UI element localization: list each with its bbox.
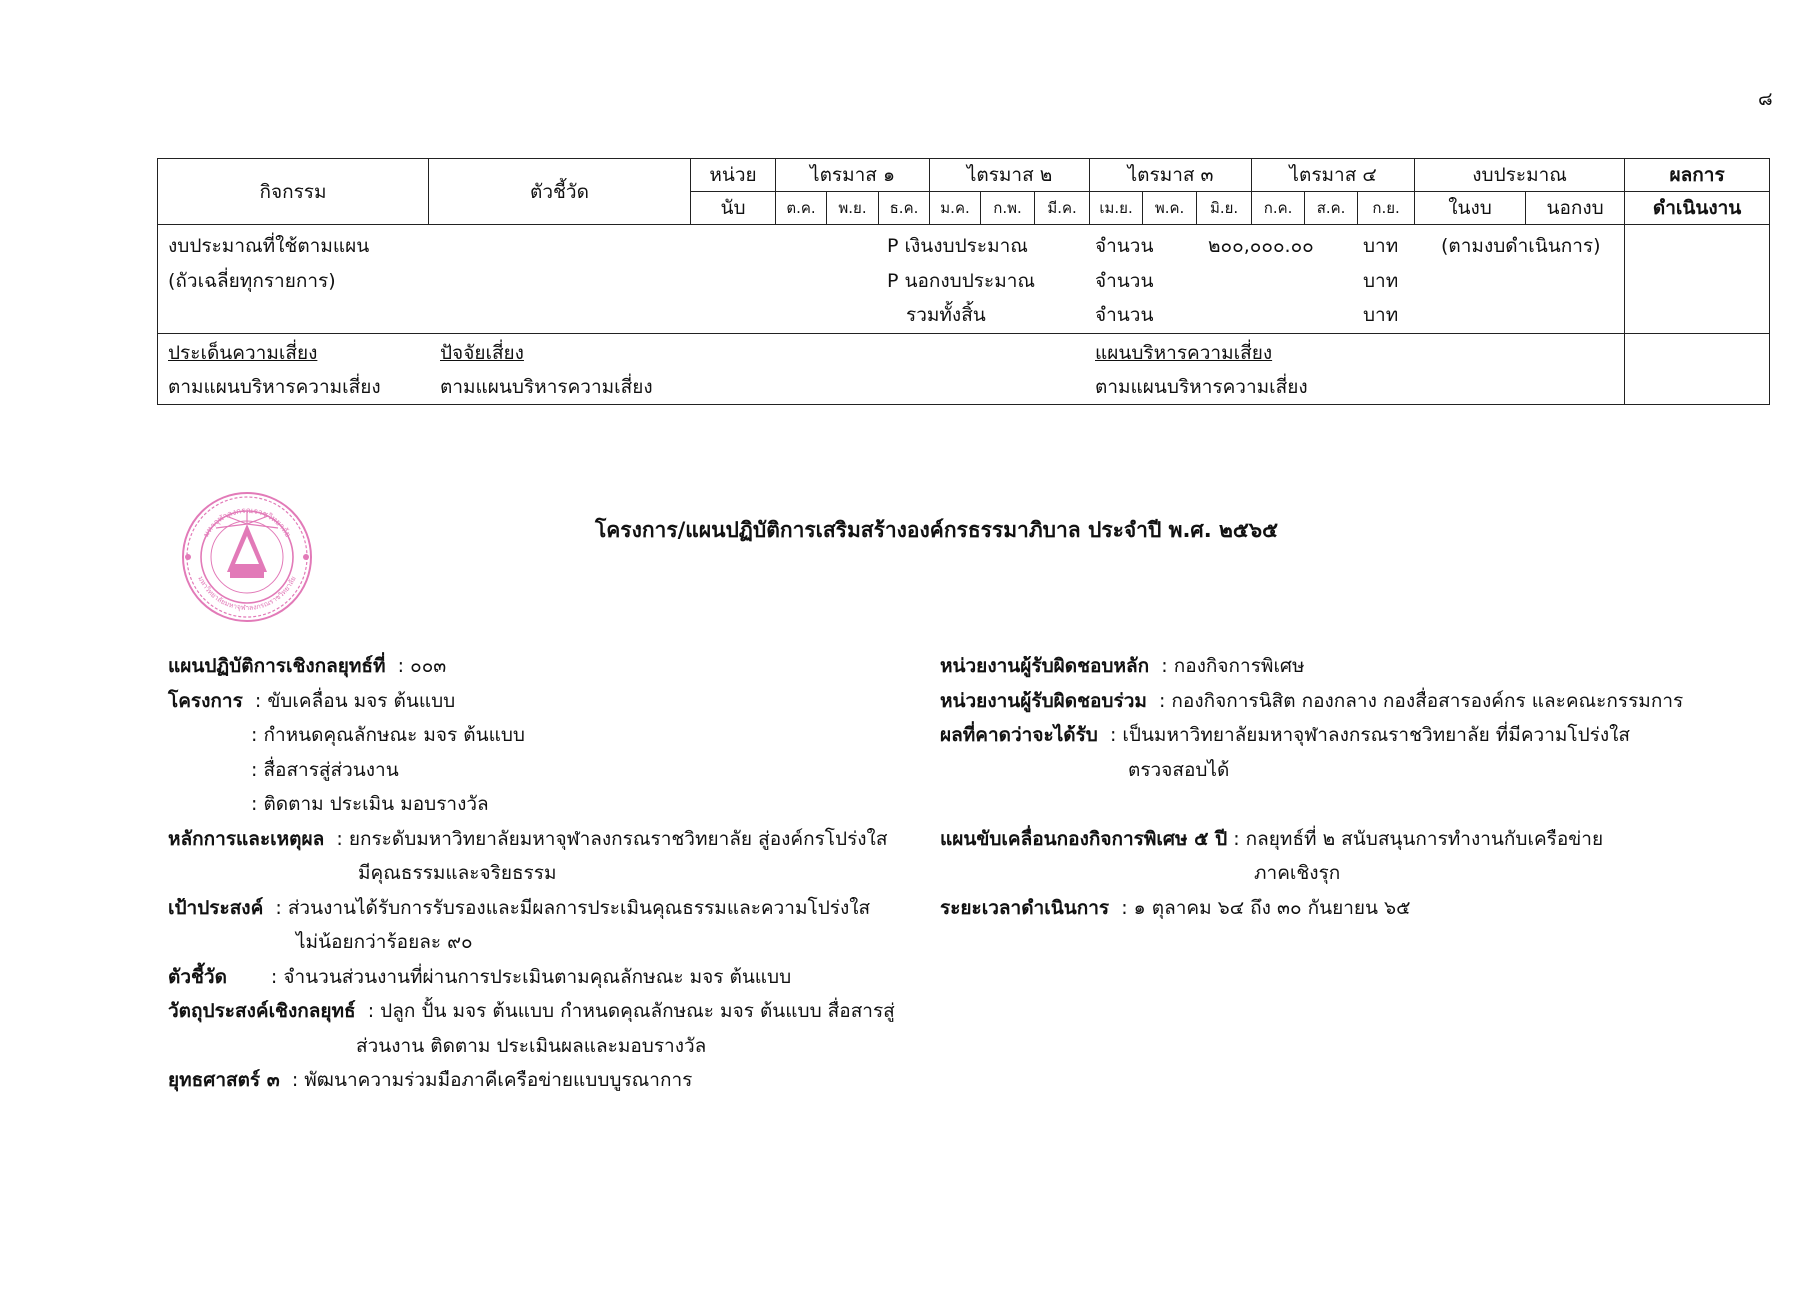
- left-info-column: [168, 649, 895, 1098]
- budget-result-cell: [1625, 225, 1770, 334]
- project-item: : ขับเคลื่อน มจร ต้นแบบ: [254, 689, 456, 712]
- header-month: มิ.ย.: [1197, 192, 1252, 225]
- currency-label: บาท: [1363, 304, 1399, 326]
- strategic-objective-text: : ปลูก ปั้น มจร ต้นแบบ กำหนดคุณลักษณะ มจร ต้นแบบ สื่อสารสู่: [367, 1000, 895, 1022]
- main-unit-value: : กองกิจการพิเศษ: [1161, 655, 1305, 677]
- header-month: ก.ย.: [1358, 192, 1415, 225]
- indicator-value: : จำนวนส่วนงานที่ผ่านการประเมินตามคุณลักษณะ มจร ต้นแบบ: [270, 965, 792, 988]
- period-label: ระยะเวลาดำเนินการ: [940, 896, 1110, 919]
- budget-label-line2: (ถัวเฉลี่ยทุกรายการ): [168, 270, 336, 292]
- header-month: พ.ย.: [827, 192, 879, 225]
- header-budget: งบประมาณ: [1415, 159, 1625, 192]
- drive-plan-text: ภาคเชิงรุก: [1254, 862, 1341, 884]
- plan-label: แผนปฏิบัติการเชิงกลยุทธ์ที่: [168, 655, 386, 677]
- risk-factor-heading: ปัจจัยเสี่ยง: [440, 342, 524, 364]
- strategic-objective-text: ส่วนงาน ติดตาม ประเมินผลและมอบรางวัล: [356, 1034, 707, 1057]
- rationale-text: : ยกระดับมหาวิทยาลัยมหาจุฬาลงกรณราชวิทยาลัย สู่องค์กรโปร่งใส: [336, 827, 888, 850]
- header-month: ธ.ค.: [879, 192, 930, 225]
- header-month: ต.ค.: [776, 192, 827, 225]
- amount-label: จำนวน: [1095, 235, 1154, 257]
- risk-issue-heading: ประเด็นความเสี่ยง: [168, 342, 318, 364]
- risk-row: [158, 334, 1770, 405]
- budget-note: (ตามงบดำเนินการ): [1441, 235, 1601, 257]
- header-indicator: ตัวชี้วัด: [429, 159, 691, 225]
- co-unit-value: : กองกิจการนิสิต กองกลาง กองสื่อสารองค์กร และคณะกรรมการ: [1158, 689, 1684, 712]
- header-in-budget: ในงบ: [1415, 192, 1526, 225]
- expected-result-text: : เป็นมหาวิทยาลัยมหาจุฬาลงกรณราชวิทยาลัย ที่มีความโปร่งใส: [1109, 724, 1631, 746]
- project-item: : ติดตาม ประเมิน มอบรางวัล: [251, 793, 489, 815]
- co-unit-label: หน่วยงานผู้รับผิดชอบร่วม: [940, 689, 1147, 712]
- document-title: โครงการ/แผนปฏิบัติการเสริมสร้างองค์กรธรรมาภิบาล ประจำปี พ.ศ. ๒๕๖๕: [594, 518, 1279, 542]
- project-item: : กำหนดคุณลักษณะ มจร ต้นแบบ: [251, 724, 525, 746]
- strategy-value: : พัฒนาความร่วมมือภาคีเครือข่ายแบบบูรณาการ: [291, 1069, 693, 1091]
- seal-bottom-text: มหาวิทยาลัยมหาจุฬาลงกรณราชวิทยาลัย: [196, 575, 298, 613]
- budget-label-line1: งบประมาณที่ใช้ตามแผน: [168, 235, 370, 257]
- header-quarter-4: ไตรมาส ๔: [1252, 159, 1415, 192]
- budget-item-total: รวมทั้งสิ้น: [906, 304, 986, 326]
- header-month: เม.ย.: [1090, 192, 1143, 225]
- plan-table: [157, 158, 1770, 405]
- indicator-label: ตัวชี้วัด: [168, 965, 227, 988]
- objective-text: ไม่น้อยกว่าร้อยละ ๙๐: [296, 931, 473, 953]
- budget-item-gov: P เงินงบประมาณ: [887, 235, 1028, 257]
- header-quarter-3: ไตรมาส ๓: [1090, 159, 1252, 192]
- strategy-label: ยุทธศาสตร์ ๓: [168, 1069, 280, 1091]
- header-month: ส.ค.: [1305, 192, 1358, 225]
- budget-row: [158, 225, 1770, 334]
- expected-result-label: ผลที่คาดว่าจะได้รับ: [940, 724, 1098, 746]
- amount-label: จำนวน: [1095, 304, 1154, 326]
- project-item: : สื่อสารสู่ส่วนงาน: [251, 758, 399, 781]
- risk-factor-text: ตามแผนบริหารความเสี่ยง: [440, 376, 653, 398]
- header-unit-line2: นับ: [691, 192, 776, 225]
- header-activity: กิจกรรม: [158, 159, 429, 225]
- risk-issue-text: ตามแผนบริหารความเสี่ยง: [168, 376, 381, 398]
- header-month: พ.ค.: [1143, 192, 1197, 225]
- page-number: ๘: [1758, 88, 1773, 110]
- currency-label: บาท: [1363, 270, 1399, 292]
- header-quarter-1: ไตรมาส ๑: [776, 159, 930, 192]
- drive-plan-text: : กลยุทธ์ที่ ๒ สนับสนุนการทำงานกับเครือข่าย: [1233, 827, 1604, 850]
- rationale-text: มีคุณธรรมและจริยธรรม: [358, 862, 557, 884]
- project-label: โครงการ: [168, 689, 243, 712]
- header-quarter-2: ไตรมาส ๒: [930, 159, 1090, 192]
- amount-value: ๒๐๐,๐๐๐.๐๐: [1208, 235, 1314, 257]
- seal-top-text: มหาจุฬาลงกรณราชวิทยาลัย: [201, 505, 293, 539]
- university-seal-logo: [178, 492, 316, 622]
- header-month: ก.พ.: [981, 192, 1035, 225]
- header-out-budget: นอกงบ: [1526, 192, 1625, 225]
- header-unit-line1: หน่วย: [691, 159, 776, 192]
- expected-result-text: ตรวจสอบได้: [1128, 758, 1230, 781]
- amount-label: จำนวน: [1095, 270, 1154, 292]
- header-month: มี.ค.: [1035, 192, 1090, 225]
- drive-plan-label: แผนขับเคลื่อนกองกิจการพิเศษ ๕ ปี: [940, 827, 1228, 850]
- risk-result-cell: [1625, 334, 1770, 405]
- objective-text: : ส่วนงานได้รับการรับรองและมีผลการประเมินคุณธรรมและความโปร่งใส: [275, 896, 871, 919]
- rationale-label: หลักการและเหตุผล: [168, 827, 325, 850]
- period-value: : ๑ ตุลาคม ๖๔ ถึง ๓๐ กันยายน ๖๕: [1121, 896, 1411, 919]
- budget-item-non-gov: P นอกงบประมาณ: [887, 270, 1036, 292]
- header-result-line1: ผลการ: [1625, 159, 1770, 192]
- header-month: ก.ค.: [1252, 192, 1305, 225]
- risk-plan-heading: แผนบริหารความเสี่ยง: [1095, 342, 1273, 364]
- header-result-line2: ดำเนินงาน: [1625, 192, 1770, 225]
- strategic-objective-label: วัตถุประสงค์เชิงกลยุทธ์: [168, 1000, 356, 1022]
- risk-plan-text: ตามแผนบริหารความเสี่ยง: [1095, 376, 1308, 398]
- currency-label: บาท: [1363, 235, 1399, 257]
- objective-label: เป้าประสงค์: [168, 896, 264, 919]
- right-info-column: [940, 649, 1683, 925]
- plan-value: : ๐๐๓: [397, 655, 447, 677]
- header-month: ม.ค.: [930, 192, 981, 225]
- main-unit-label: หน่วยงานผู้รับผิดชอบหลัก: [940, 655, 1150, 677]
